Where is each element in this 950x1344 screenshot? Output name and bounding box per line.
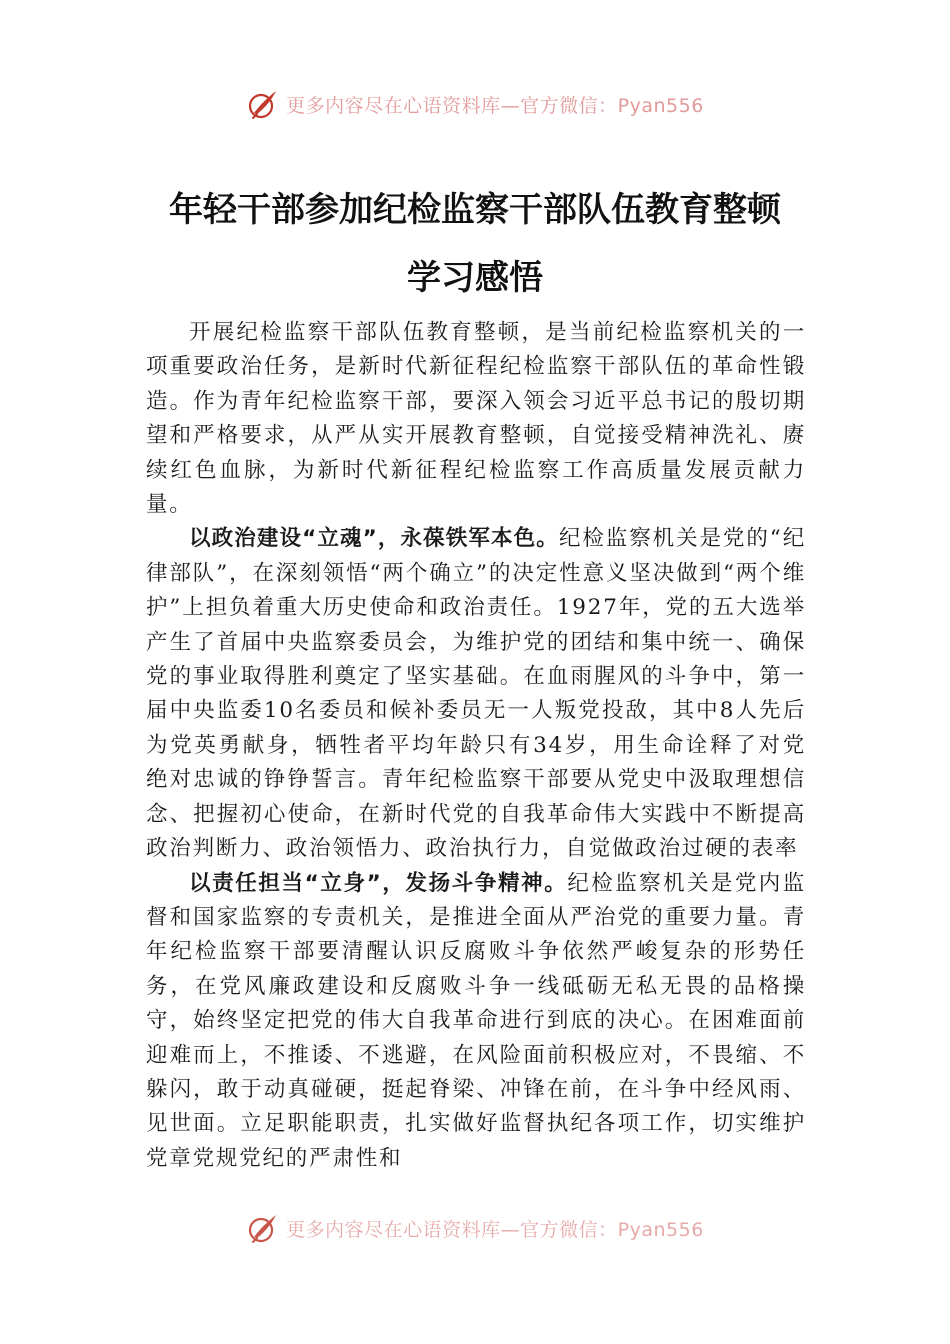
footer-watermark-banner — [0, 1208, 950, 1248]
paragraph-3-text: 纪检监察机关是党内监督和国家监察的专责机关，是推进全面从严治党的重要力量。青年纪检监察干部要清醒认识反腐败斗争依然严峻复杂的形势任务，在党风廉政建设和反腐败斗争一线砥砺无私无畏的品格操守，始终坚定把党的伟大自我革命进行到底的决心。在困难面前迎难而上，不推诿、不逃避，在风险面前积极应对，不畏缩、不躲闪，敢于动真碰硬，挺起脊梁、冲锋在前，在斗争中经风雨、见世面。立足职能职责，扎实做好监督执纪各项工作，切实维护党章党规党纪的严肃性和 — [146, 870, 806, 1171]
paragraph-1-text: 开展纪检监察干部队伍教育整顿，是当前纪检监察机关的一项重要政治任务，是新时代新征程纪检监察干部队伍的革命性锻造。作为青年纪检监察干部，要深入领会习近平总书记的殷切期望和严格要求，从严从实开展教育整顿，自觉接受精神洗礼、赓续红色血脉，为新时代新征程纪检监察工作高质量发展贡献力量。 — [146, 320, 806, 518]
quill-pen-logo-icon — [246, 1211, 280, 1245]
paragraph-2 — [146, 522, 806, 866]
header-watermark-banner — [0, 84, 950, 124]
paragraph-2-text: 纪检监察机关是党的“纪律部队”，在深刻领悟“两个确立”的决定性意义坚决做到“两个维护”上担负着重大历史使命和政治责任。1927年，党的五大选举产生了首届中央监察委员会，为维护党的团结和集中统一、确保党的事业取得胜利奠定了坚实基础。在血雨腥风的斗争中，第一届中央监委10名委员和候补委员无一人叛党投敌，其中8人先后为党英勇献身，牺牲者平均年龄只有34岁，用生命诠释了对党绝对忠诚的铮铮誓言。青年纪检监察干部要从党史中汲取理想信念、把握初心使命，在新时代党的自我革命伟大实践中不断提高政治判断力、政治领悟力、政治执行力，自觉做政治过硬的表率 — [146, 526, 807, 862]
footer-banner-text: 更多内容尽在心语资料库—官方微信：Pyan556 — [286, 1218, 704, 1241]
document-body — [146, 316, 806, 1176]
paragraph-3 — [146, 867, 806, 1177]
paragraph-2-lead: 以政治建设“立魂”，永葆铁军本色。 — [189, 526, 559, 552]
header-banner-text: 更多内容尽在心语资料库—官方微信：Pyan556 — [286, 94, 704, 117]
paragraph-3-lead: 以责任担当“立身”，发扬斗争精神。 — [189, 870, 568, 896]
paragraph-1 — [146, 316, 806, 522]
document-title-line-1: 年轻干部参加纪检监察干部队伍教育整顿 — [169, 190, 781, 230]
document-title-line-2: 学习感悟 — [407, 258, 543, 298]
quill-pen-logo-icon — [246, 87, 280, 121]
